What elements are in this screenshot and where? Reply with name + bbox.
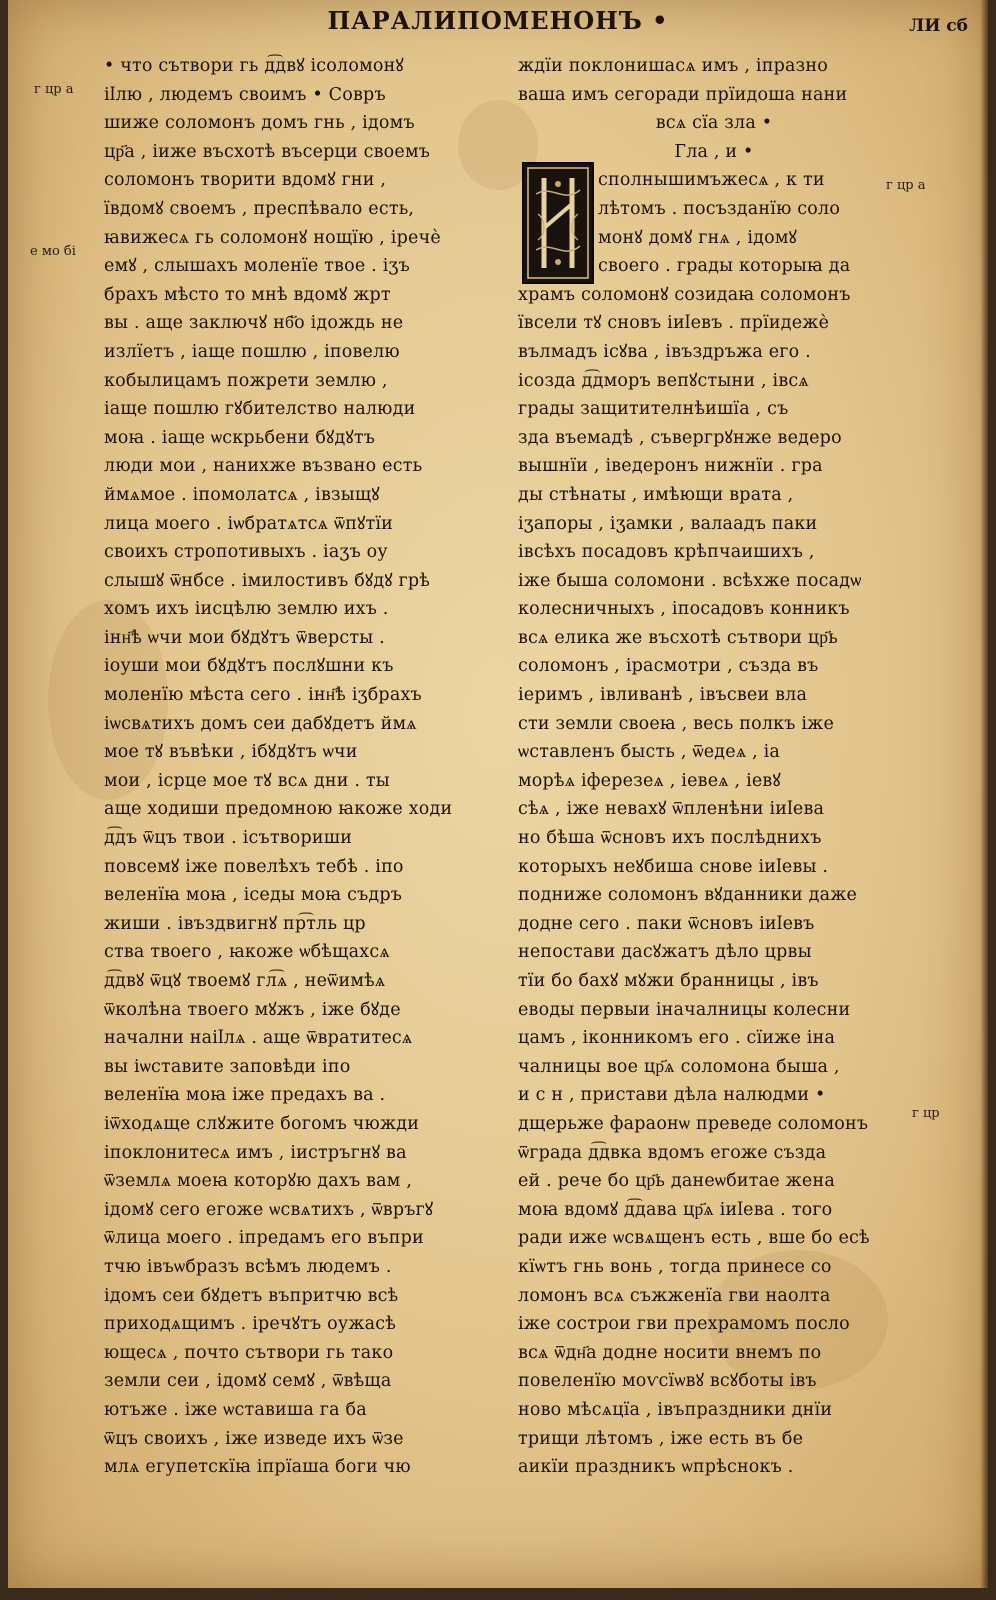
text-line: ства твоего , ꙗкоже ѡбѣщахсѧ (104, 942, 390, 963)
text-line: всѧ сїа зла • (655, 113, 773, 134)
text-line: ідомъ сеи бꙋдетъ въпритчю всѣ (104, 1285, 399, 1306)
text-line: хомъ ихъ іисцѣлю землю ихъ . (104, 599, 389, 620)
text-line: • что сътвори гь д͡двꙋ ісоломонꙋ (104, 56, 404, 76)
text-line: люди мои , нанихже възвано есть (104, 456, 423, 477)
text-line: аще ходиши предомною ꙗкоже ходи (104, 799, 453, 820)
text-line: іѡсвѧтихъ домъ сеи дабꙋдетъ ймѧ (104, 713, 417, 734)
text-line: трищи лѣтомъ , іже есть въ бе (518, 1428, 804, 1449)
text-line: ідомꙋ сего егоже ѡсвѧтихъ , ѿвръгꙋ (104, 1199, 434, 1220)
text-line: сѣѧ , іже невахꙋ ѿпленѣни іиӏева (518, 799, 825, 820)
text-line: еводы первыи іначалницы колесни (518, 999, 851, 1020)
text-line: іпоклонитесѧ имъ , іистръгнꙋ ва (104, 1142, 407, 1163)
text-line: веленїꙗ моꙗ , іседы моꙗ съдръ (104, 885, 403, 906)
text-line: д͡дъ ѿцъ твои . ісътвориши (104, 828, 353, 849)
folio-number: ЛИ сб (909, 16, 968, 36)
manuscript-page (8, 0, 988, 1588)
text-line: кобылицамъ пожрети землю , (104, 370, 388, 391)
text-line: іеримъ , івливанѣ , івъсвеи вла (518, 685, 808, 706)
right-text-column (518, 52, 910, 1482)
text-line: ѿграда д͡двка вдомъ егоже създа (518, 1142, 827, 1163)
text-line: храмъ соломонꙋ созидаꙗ соломонъ (518, 284, 851, 305)
text-line: вы . аще заключꙋ нб҃о ідождь не (104, 313, 404, 334)
text-line: ютъже . іже ѡставиша га ба (104, 1399, 367, 1420)
text-line: іоуши мои бꙋдꙋтъ послꙋшни къ (104, 656, 394, 677)
text-line: брахъ мѣсто то мнѣ вдомꙋ жрт (104, 284, 391, 305)
text-line: своего . грады которыꙗ да (598, 256, 851, 277)
margin-note-left-mid: е мо бі (30, 244, 76, 259)
text-line: веленїꙗ моꙗ іже предахъ ва . (104, 1085, 386, 1106)
text-line: шиже соломонъ домъ гнь , ідомъ (104, 113, 415, 134)
text-line: лѣтомъ . посъзданїю соло (598, 198, 841, 219)
left-text-column (104, 52, 514, 1482)
text-line: ради иже ѡсвѧщенъ есть , вше бо есѣ (518, 1228, 870, 1249)
text-line: земли сеи , ідомꙋ семꙋ , ѿвѣща (104, 1371, 392, 1392)
text-line: іӡапоры , іӡамки , валаадъ паки (518, 513, 818, 534)
text-line: ймѧмое . іпомолатсѧ , івзыщꙋ (104, 484, 380, 505)
text-line: всѧ елика же въсхотѣ сътвори цр҃ь (518, 627, 838, 648)
text-line: ющесѧ , почто сътвори гь тако (104, 1342, 394, 1363)
text-line: млѧ егупетскїꙗ іпрїаша боги чю (104, 1457, 411, 1478)
page-edge-shadow (980, 0, 988, 1588)
text-line: вълмадъ ісꙋва , івъздръжа его . (518, 341, 811, 362)
text-line: іӏлю , людемъ своимъ • Совръ (104, 84, 386, 105)
text-line: колесничныхъ , іпосадовъ конникъ (518, 599, 850, 620)
text-line: чалницы вое цр҃ѧ соломона быша , (518, 1056, 840, 1077)
text-line: излїетъ , іаще пошлю , іповелю (104, 341, 400, 362)
text-line: моленїю мѣста сего . інн҃ѣ іӡбрахъ (104, 685, 422, 706)
margin-note-right-top: г цр а (886, 178, 926, 193)
text-line: своихъ стропотивыхъ . іаӡъ оу (104, 542, 388, 563)
text-line: повсемꙋ іже повелѣхъ тебѣ . іпо (104, 856, 404, 877)
text-line: мое тꙋ въвѣки , ібꙋдꙋтъ ѡчи (104, 742, 358, 763)
text-line: грады защитителнѣишїа , съ (518, 399, 789, 420)
text-line: аикїи праздникъ ѡпрѣснокъ . (518, 1457, 794, 1478)
text-line: інн҃ѣ ѡчи мои бꙋдꙋтъ ѿверсты . (104, 627, 385, 648)
text-line: монꙋ домꙋ гнѧ , ідомꙋ (598, 227, 798, 248)
text-line: ваша имъ сегоради прїидоша нани (518, 84, 848, 105)
text-line: непостави дасꙋжатъ дѣло црвы (518, 942, 812, 963)
margin-note-left-top: г цр а (34, 82, 74, 97)
text-line: жиши . івъздвигнꙋ пр͡тль цр (104, 913, 366, 934)
text-line: ївсели тꙋ сновъ іиӏевъ . прїидежѐ (518, 313, 830, 334)
text-line: ѿземлѧ моеꙗ которꙋю дахъ вам , (104, 1171, 413, 1192)
text-line: подниже соломонъ вꙋданники даже (518, 885, 858, 906)
text-line: ꙗвижесѧ гь соломонꙋ нощїю , іречѐ (104, 227, 441, 248)
running-title: ПАРАЛИПОМЕНОНЪ • (327, 6, 669, 35)
text-line: зда въемадѣ , съвергрꙋнже ведеро (518, 427, 842, 448)
text-line: цр҃а , іиже въсхотѣ въсерци своемъ (104, 141, 431, 162)
text-line: кїѡтъ гнь вонь , тогда принесе со (518, 1256, 832, 1277)
text-line: лица моего . іѡбратѧтсѧ ѿпꙋтїи (104, 513, 394, 534)
text-line: ісозда д͡дморъ вепꙋстыни , івсѧ (518, 370, 809, 391)
text-line: ѡставленъ бысть , ѿедеѧ , іа (518, 742, 781, 763)
text-line: цамъ , іконникомъ его . сїиже іна (518, 1028, 836, 1049)
text-line: которыхъ неꙋбиша снове іиӏевы . (518, 856, 829, 877)
text-line: ей . рече бо цр҃ь данеѡбитае жена (518, 1171, 835, 1192)
text-line: но бѣша ѿсновъ ихъ послѣднихъ (518, 828, 822, 849)
text-line: ломонъ всѧ съжженїа гви наолта (518, 1285, 831, 1306)
text-line: тчю івъѡбразъ всѣмъ людемъ . (104, 1256, 392, 1277)
text-line: ѿколѣна твоего мꙋжъ , іже бꙋде (104, 999, 401, 1020)
text-line: д͡двꙋ ѿцꙋ твоемꙋ гл͡ѧ , неѿимѣѧ (104, 971, 386, 991)
text-line: сполнышимъжесѧ , к ти (598, 170, 825, 191)
text-line: додне сего . паки ѿсновъ іиӏевъ (518, 913, 815, 934)
text-line: іже сострои гви прехрамомъ посло (518, 1314, 850, 1335)
text-line: сти земли своеꙗ , весь полкъ іже (518, 713, 835, 734)
text-line: емꙋ , слышахъ моленїе твое . іӡъ (104, 256, 410, 277)
text-line: Гла , и • (674, 141, 754, 162)
text-line: слышꙋ ѿнбсе . імилостивъ бꙋдꙋ грѣ (104, 570, 431, 591)
text-line: ѿцъ своихъ , іже изведе ихъ ѿзе (104, 1428, 404, 1449)
text-line: морѣѧ іферезеѧ , іевеѧ , іевꙋ (518, 770, 781, 791)
text-line: іаще пошлю гꙋбителство налюди (104, 399, 416, 420)
text-line: моꙗ вдомꙋ д͡дава цр҃ѧ іиӏева . того (518, 1199, 833, 1220)
text-line: вы іѡставите заповѣди іпо (104, 1056, 351, 1077)
text-line: іѿходѧще слꙋжите богомъ чюжди (104, 1113, 420, 1134)
text-line: ждїи поклонишасѧ имъ , іпразно (518, 56, 828, 76)
text-line: и с н , пристави дѣла налюдми • (518, 1085, 826, 1106)
text-line: соломонъ , ірасмотри , създа въ (518, 656, 819, 677)
text-line: начални наіӏлѧ . аще ѿвратитесѧ (104, 1028, 413, 1049)
text-line: вышнїи , іведеронъ нижнїи . гра (518, 456, 823, 477)
text-line: ново мѣсѧцїа , івъпраздники днїи (518, 1399, 833, 1420)
text-line: моꙗ . іаще ѡскрьбени бꙋдꙋтъ (104, 427, 376, 448)
margin-note-right-bottom: г цр (912, 1106, 940, 1121)
text-line: ды стѣнаты , имѣющи врата , (518, 484, 794, 505)
text-line: приходѧщимъ . іречꙋтъ оужасѣ (104, 1314, 397, 1335)
text-line: ївдомꙋ своемъ , преспѣвало есть, (104, 198, 415, 219)
text-line: соломонъ творити вдомꙋ гни , (104, 170, 387, 191)
text-line: ѿлица моего . іпредамъ его въпри (104, 1228, 424, 1249)
text-line: івсѣхъ посадовъ крѣпчаишихъ , (518, 542, 815, 563)
text-line: мои , ісрце мое тꙋ всѧ дни . ты (104, 770, 390, 791)
text-line: повеленїю моѵсїѡвꙋ всꙋботы івъ (518, 1371, 817, 1392)
text-line: тїи бо бахꙋ мꙋжи бранницы , івъ (518, 971, 819, 991)
text-line: іже быша соломони . всѣхже посадѡ (518, 570, 862, 591)
text-line: дщерьже фараонѡ преведе соломонъ (518, 1113, 869, 1134)
text-line: всѧ ѿдн҃а додне носити внемъ по (518, 1342, 822, 1363)
